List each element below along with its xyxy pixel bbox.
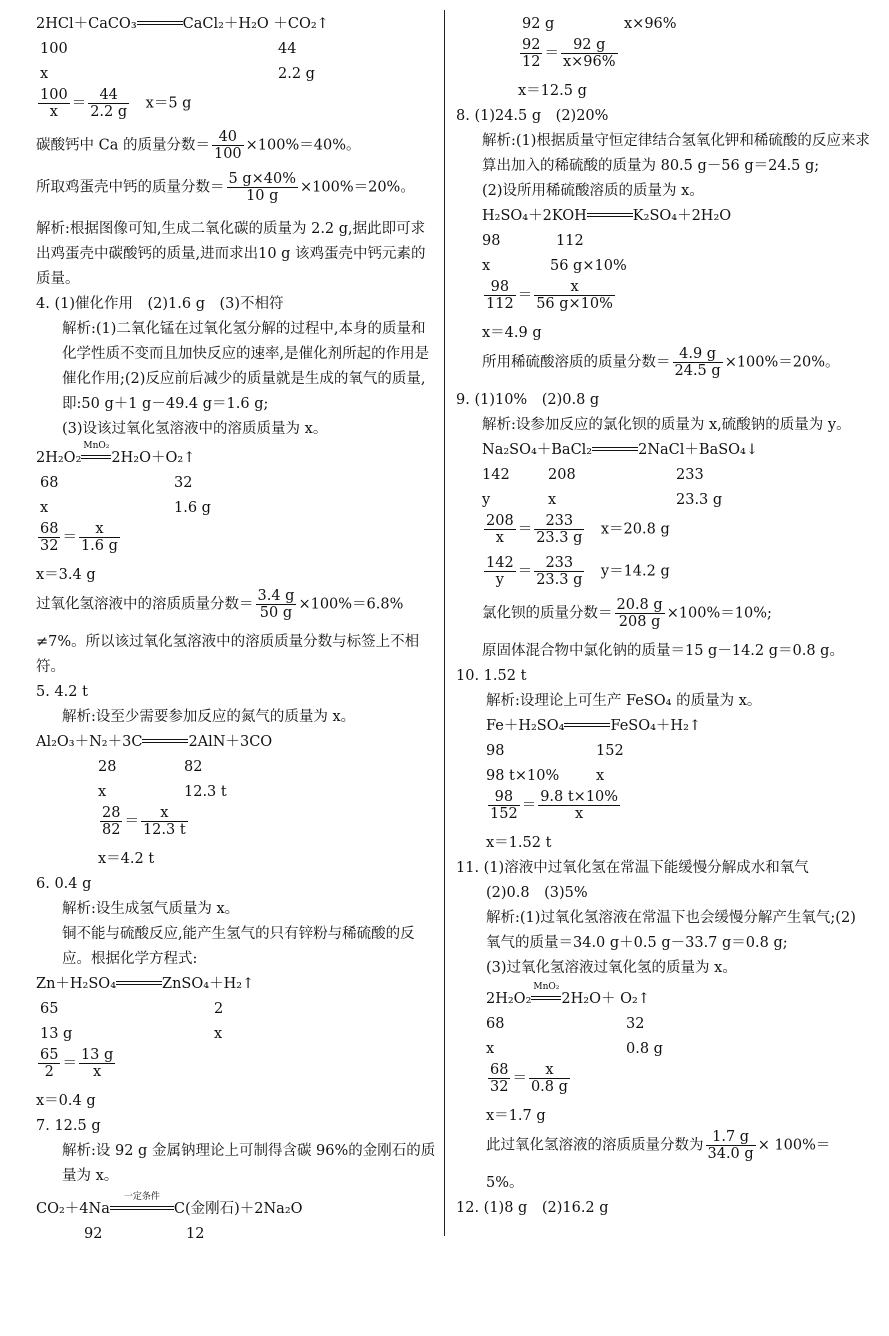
fraction: $\frac{20.8 g}{208 g}$ — [616, 597, 663, 630]
fraction: $\frac{68}{32}$ — [40, 521, 59, 554]
column-divider — [444, 10, 445, 1236]
mass-row: 65 2 — [40, 1001, 224, 1017]
answer-line: 4. (1)催化作用 (2)1.6 g (3)不相符 — [36, 296, 284, 312]
analysis-text: 解析:设参加反应的氯化钡的质量为 x,硫酸钠的质量为 y。 — [482, 417, 851, 433]
proportion: $\frac{68}{32}$ ＝ $\frac{x}{0.8 g}$ — [490, 1062, 568, 1095]
right-column — [456, 12, 870, 1221]
mass-row: 28 82 — [98, 759, 203, 775]
fraction: $\frac{44}{2.2 g}$ — [90, 87, 128, 120]
mass-value: x — [40, 66, 49, 82]
analysis-text: 解析:设至少需要参加反应的氮气的质量为 x。 — [62, 709, 356, 725]
mass-row: 98 152 — [486, 743, 624, 759]
mass-row: 142 208 233 — [482, 467, 704, 483]
equation: Na₂SO₄＋BaCl₂ 2NaCl＋BaSO₄↓ — [482, 442, 758, 458]
result: x＝4.2 t — [98, 851, 155, 867]
answer-line: 5. 4.2 t — [36, 684, 88, 700]
calc-line: 碳酸钙中 Ca 的质量分数＝ $\frac{40}{100}$ ×100%＝40%。 — [36, 129, 361, 162]
mass-row: x 0.8 g — [486, 1041, 663, 1057]
mass-value: 44 — [278, 41, 297, 57]
mass-value: 2.2 g — [278, 66, 315, 82]
text-line: (2)设所用稀硫酸溶质的质量为 x。 — [482, 183, 704, 199]
analysis-text: 解析:(1)过氧化氢溶液在常温下也会缓慢分解产生氧气;(2)氧气的质量＝34.0 g＋0.5 g－33.7 g＝0.8 g; — [486, 910, 856, 951]
text-line: 5%。 — [486, 1175, 524, 1191]
fraction: $\frac{1.7 g}{34.0 g}$ — [707, 1129, 754, 1162]
equals-sign: 一定条件 — [110, 1204, 174, 1214]
proportion: $\frac{65}{2}$ ＝ $\frac{13 g}{x}$ — [40, 1047, 114, 1080]
fraction: $\frac{92}{12}$ — [522, 37, 541, 70]
text-line: (3)设该过氧化氢溶液中的溶质质量为 x。 — [62, 421, 328, 437]
equation: 2H₂O₂ MnO₂ 2H₂O＋ O₂↑ — [486, 982, 650, 1007]
answer-line: 9. (1)10% (2)0.8 g — [456, 392, 600, 408]
calc-line: 所取鸡蛋壳中钙的质量分数＝ $\frac{5 g\times 40\%}{10 g}$ ×100%＝20%。 — [36, 171, 415, 204]
analysis-text: 解析:设理论上可生产 FeSO₄ 的质量为 x。 — [486, 693, 762, 709]
equals-sign — [137, 19, 183, 29]
fraction: $\frac{3.4 g}{50 g}$ — [257, 588, 295, 621]
mass-row: x 12.3 t — [98, 784, 227, 800]
fraction: $\frac{65}{2}$ — [40, 1047, 59, 1080]
result: x＝4.9 g — [482, 325, 542, 341]
answer-line: 10. 1.52 t — [456, 668, 527, 684]
result: x＝12.5 g — [518, 83, 587, 99]
result: x＝3.4 g — [36, 567, 96, 583]
fraction: $\frac{40}{100}$ — [213, 129, 242, 162]
fraction: $\frac{9.8 t\times 10\%}{x}$ — [540, 789, 619, 822]
mass-row: 92 g x×96% — [522, 16, 677, 32]
result: x＝5 g — [145, 95, 192, 112]
fraction: $\frac{13 g}{x}$ — [80, 1047, 114, 1080]
equals-sign: MnO₂ — [81, 453, 111, 463]
mass-row: 68 32 — [486, 1016, 645, 1032]
equals-sign — [142, 737, 188, 747]
calc-line: 过氧化氢溶液中的溶质质量分数＝ $\frac{3.4 g}{50 g}$ ×100%＝6.8% — [36, 588, 404, 621]
proportion: $\frac{142}{y}$ ＝ $\frac{233}{23.3 g}$ y＝14.2 g — [486, 555, 670, 588]
equation: Zn＋H₂SO₄ ZnSO₄＋H₂↑ — [36, 976, 255, 992]
fraction: $\frac{233}{23.3 g}$ — [536, 513, 583, 546]
answer-line: (2)0.8 (3)5% — [486, 885, 588, 901]
answer-line: 8. (1)24.5 g (2)20% — [456, 108, 609, 124]
fraction: $\frac{208}{x}$ — [486, 513, 514, 546]
text-line: ≠7%。所以该过氧化氢溶液中的溶质质量分数与标签上不相符。 — [36, 634, 420, 675]
text-line: (3)过氧化氢溶液过氧化氢的质量为 x。 — [486, 960, 737, 976]
answer-line: 12. (1)8 g (2)16.2 g — [456, 1200, 609, 1216]
equation: 2H₂O₂ MnO₂ 2H₂O＋O₂↑ — [36, 441, 196, 466]
analysis-text: 解析:(1)根据质量守恒定律结合氢氧化钾和稀硫酸的反应来求算出加入的稀硫酸的质量为 80.5 g－56 g＝24.5 g; — [482, 133, 870, 174]
equals-sign — [587, 211, 633, 221]
equation: CO₂＋4Na 一定条件 C(金刚石)＋2Na₂O — [36, 1192, 303, 1217]
proportion: $\frac{208}{x}$ ＝ $\frac{233}{23.3 g}$ x＝20.8 g — [486, 513, 670, 546]
reactants: 2HCl＋CaCO₃ — [36, 16, 137, 32]
analysis-text: 解析:(1)二氧化锰在过氧化氢分解的过程中,本身的质量和化学性质不变而且加快反应的速率,是催化剂所起的作用是催化作用;(2)反应前后减少的质量就是生成的氧气的质量,即:50 g＋1 g－49.4 g＝1.6 g; — [62, 321, 430, 412]
left-column — [36, 12, 436, 1247]
text-line: 铜不能与硫酸反应,能产生氢气的只有锌粉与稀硫酸的反应。根据化学方程式: — [62, 926, 415, 967]
fraction: $\frac{x}{12.3 t}$ — [142, 805, 186, 838]
fraction: $\frac{100}{x}$ — [40, 87, 68, 120]
fraction: $\frac{233}{23.3 g}$ — [536, 555, 583, 588]
fraction: $\frac{28}{82}$ — [102, 805, 121, 838]
result: x＝1.52 t — [486, 835, 552, 851]
mass-row: 13 g x — [40, 1026, 223, 1042]
analysis-text: 解析:设生成氢气质量为 x。 — [62, 901, 240, 917]
mass-row: x 1.6 g — [40, 500, 211, 516]
mass-row: 98 112 — [482, 233, 584, 249]
fraction: $\frac{5 g\times 40\%}{10 g}$ — [228, 171, 296, 204]
equation — [36, 12, 436, 37]
equals-sign: MnO₂ — [531, 994, 561, 1004]
proportion: $\frac{100}{x}$ ＝ $\frac{44}{2.2 g}$ x＝5 g — [40, 87, 192, 120]
calc-line: 此过氧化氢溶液的溶质质量分数为 $\frac{1.7 g}{34.0 g}$ × 100%＝ — [486, 1129, 831, 1162]
fraction: $\frac{98}{152}$ — [490, 789, 518, 822]
proportion: $\frac{68}{32}$ ＝ $\frac{x}{1.6 g}$ — [40, 521, 118, 554]
products: CaCl₂＋H₂O ＋CO₂↑ — [182, 16, 329, 32]
equation: H₂SO₄＋2KOH K₂SO₄＋2H₂O — [482, 208, 732, 224]
fraction: $\frac{92 g}{x\times 96\%}$ — [562, 37, 616, 70]
answer-line: 11. (1)溶液中过氧化氢在常温下能缓慢分解成水和氧气 — [456, 860, 809, 876]
fraction: $\frac{98}{112}$ — [486, 279, 514, 312]
equals-sign — [116, 979, 162, 989]
text-line: 原固体混合物中氯化钠的质量＝15 g－14.2 g＝0.8 g。 — [482, 643, 844, 659]
proportion: $\frac{92}{12}$ ＝ $\frac{92 g}{x\times 96\%}$ — [522, 37, 616, 70]
proportion: $\frac{98}{112}$ ＝ $\frac{x}{56 g\times 10\%}$ — [486, 279, 613, 312]
result: x＝1.7 g — [486, 1108, 546, 1124]
mass-row — [36, 62, 436, 87]
analysis-text: 解析:设 92 g 金属钠理论上可制得含碳 96%的金刚石的质量为 x。 — [62, 1143, 436, 1184]
answer-line: 7. 12.5 g — [36, 1118, 101, 1134]
fraction: $\frac{x}{1.6 g}$ — [80, 521, 118, 554]
equals-sign — [564, 721, 610, 731]
equation: Al₂O₃＋N₂＋3C 2AlN＋3CO — [36, 734, 273, 750]
fraction: $\frac{4.9 g}{24.5 g}$ — [674, 346, 721, 379]
mass-row: x 56 g×10% — [482, 258, 627, 274]
fraction: $\frac{142}{y}$ — [486, 555, 514, 588]
result: x＝0.4 g — [36, 1093, 96, 1109]
answer-line: 6. 0.4 g — [36, 876, 92, 892]
proportion: $\frac{98}{152}$ ＝ $\frac{9.8 t\times 10\%}{x}$ — [490, 789, 619, 822]
mass-row — [36, 37, 436, 62]
fraction: $\frac{x}{56 g\times 10\%}$ — [536, 279, 613, 312]
mass-row: y x 23.3 g — [482, 492, 723, 508]
fraction: $\frac{68}{32}$ — [490, 1062, 509, 1095]
analysis-text: 解析:根据图像可知,生成二氧化碳的质量为 2.2 g,据此即可求出鸡蛋壳中碳酸钙的质量,进而求出10 g 该鸡蛋壳中钙元素的质量。 — [36, 221, 426, 287]
calc-line: 所用稀硫酸溶质的质量分数＝ $\frac{4.9 g}{24.5 g}$ ×100%＝20%。 — [482, 346, 840, 379]
proportion: $\frac{28}{82}$ ＝ $\frac{x}{12.3 t}$ — [102, 805, 186, 838]
equals-sign — [592, 445, 638, 455]
mass-row: 68 32 — [40, 475, 193, 491]
mass-value: 100 — [40, 41, 68, 57]
fraction: $\frac{x}{0.8 g}$ — [530, 1062, 568, 1095]
mass-row: 92 12 — [84, 1226, 205, 1242]
equation: Fe＋H₂SO₄ FeSO₄＋H₂↑ — [486, 718, 702, 734]
calc-line: 氯化钡的质量分数＝ $\frac{20.8 g}{208 g}$ ×100%＝10%; — [482, 597, 772, 630]
mass-row: 98 t×10% x — [486, 768, 605, 784]
